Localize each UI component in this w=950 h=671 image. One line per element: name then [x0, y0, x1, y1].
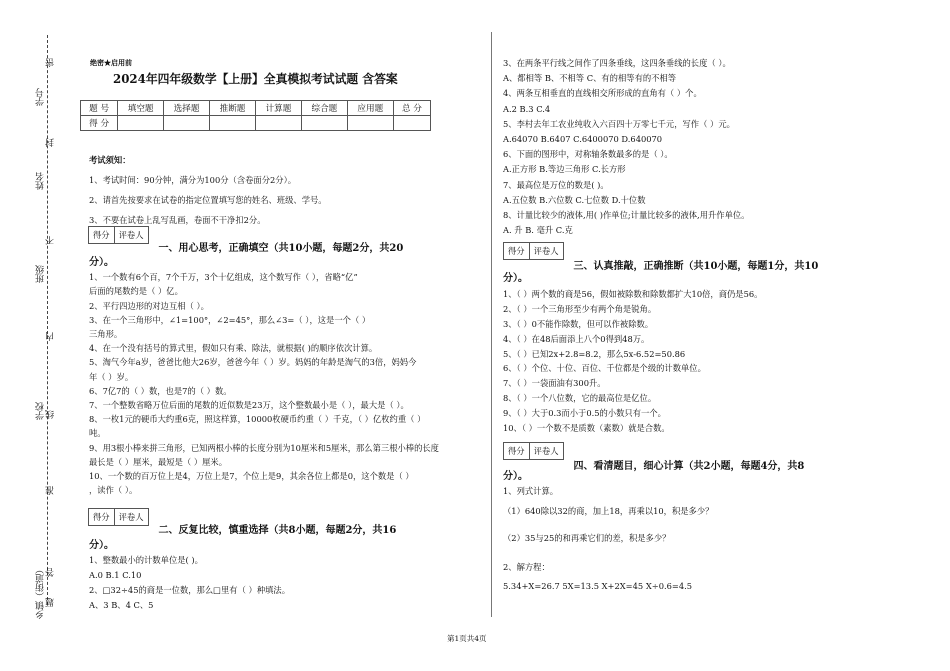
score-row-label: 得 分 [81, 116, 118, 131]
question-line: 1、（ ）两个数的商是56，假如被除数和除数都扩大10倍，商仍是56。 [503, 288, 763, 299]
question-line: 2、（ ）一个三角形至少有两个角是锐角。 [503, 303, 657, 314]
question-line: 4、在一个没有括号的算式里，假如只有乘、除法，就根据( )的顺序依次计算。 [89, 343, 378, 354]
section2-body-right [503, 56, 749, 238]
section3-title-cont: 分）。 [503, 273, 528, 284]
question-line: 5、李村去年工农业纯收入六百四十万零七千元，写作（ ）元。 [503, 118, 735, 129]
question-line: 8、（ ）一个八位数，它的最高位是亿位。 [503, 393, 657, 404]
binding-dashed-line [47, 35, 48, 605]
score-cell [118, 116, 164, 131]
binding-label-town: 乡镇（街道） [36, 565, 46, 619]
question-line: 5、淘气今年a岁，爸爸比他大26岁，爸爸今年（ ）岁。妈妈的年龄是淘气的3倍，妈妈今 [89, 357, 417, 368]
score-table-header: 综合题 [301, 101, 347, 116]
score-cell [210, 116, 256, 131]
score-table-header: 填空题 [118, 101, 164, 116]
binding-mark: 准 [46, 486, 56, 495]
question-line: A.0 B.1 C.10 [89, 570, 142, 580]
binding-label-school: 学校 [36, 402, 46, 420]
score-table-header-row [81, 101, 431, 116]
question-line: （2）35与25的和再乘它们的差，积是多少？ [503, 532, 671, 543]
score-cell [164, 116, 210, 131]
question-line: 三角形。 [89, 329, 123, 340]
grader-label: 评卷人 [118, 512, 144, 522]
section3-body [503, 272, 762, 436]
section4-body [503, 470, 713, 594]
scorer-box [503, 242, 564, 260]
question-line: 10、一个数的百万位上是4，万位上是7，个位上是9，其余各位上都是0，这个数是（ ） [89, 471, 414, 482]
grader-label: 评卷人 [533, 246, 559, 256]
scorer-label: 得分 [504, 243, 530, 259]
secret-label: 绝密★启用前 [90, 58, 132, 67]
question-line: （1）640除以32的商，加上18，再乘以10，积是多少？ [503, 505, 714, 516]
scorer-box [88, 508, 149, 526]
question-line: 1、整数最小的计数单位是( )。 [89, 555, 203, 565]
question-line: 8、一枚1元的硬币大约重6克，照这样算，10000枚硬币约重（ ）千克，（ ）亿枚约重（ ） [89, 414, 426, 425]
question-line: 1、列式计算。 [503, 486, 559, 497]
question-line: 3、在一个三角形中，∠1=100°，∠2=45°，那么∠3=（ ），这是一个（ ） [89, 314, 371, 325]
section4-title: 四、看清题目，细心计算（共2小题，每题4分，共8 [573, 461, 805, 472]
binding-mark: 答 [46, 568, 56, 577]
section2-title: 二、反复比较，慎重选择（共8小题，每题2分，共16 [158, 525, 397, 536]
notes-item: 2、请首先按要求在试卷的指定位置填写您的姓名、班级、学号。 [89, 195, 327, 205]
binding-mark: 封 [46, 138, 56, 147]
question-line: A、都相等 B、不相等 C、有的相等有的不相等 [503, 73, 677, 84]
question-line: 9、用3根小棒来拼三角形，已知两根小棒的长度分别为10厘米和5厘米，那么第三根小棒的长度 [89, 442, 439, 453]
question-line: 8、计量比较少的液体,用( )作单位;计量比较多的液体,用升作单位。 [503, 210, 750, 221]
score-table-header: 题 号 [81, 101, 118, 116]
question-line: 9、（ ）大于0.3而小于0.5的小数只有一个。 [503, 408, 666, 419]
question-line: 4、（ ）在48后面添上八个0得到48万。 [503, 333, 650, 344]
section1-body [89, 256, 439, 497]
section3-title: 三、认真推敲，正确推断（共10小题，每题1分，共10 [573, 261, 819, 272]
score-cell [393, 116, 430, 131]
question-line: 5、（ ）已知2x+2.8=8.2，那么5x-6.52=50.86 [503, 348, 686, 359]
binding-mark: 密 [46, 58, 56, 67]
section1-title-cont: 分）。 [89, 257, 114, 268]
score-table-header: 推断题 [210, 101, 256, 116]
question-line: 后面的尾数约是（ ）亿。 [89, 286, 183, 297]
binding-mark: 不 [46, 236, 56, 245]
score-table-row [81, 116, 431, 131]
question-line: 年（ ）岁。 [89, 371, 134, 382]
question-line: 2、平行四边形的对边互相（ ）。 [89, 300, 209, 311]
question-line: 7、一个整数省略万位后面的尾数的近似数是23万，这个整数最小是（ ），最大是（ ）。 [89, 400, 409, 411]
score-table-header: 应用题 [347, 101, 393, 116]
question-line: 6、（ ）个位、十位、百位、千位都是个级的计数单位。 [503, 363, 706, 374]
question-line: A.五位数 B.六位数 C.七位数 D.十位数 [503, 194, 646, 205]
section1-header [88, 226, 404, 254]
question-line: 3、在两条平行线之间作了四条垂线，这四条垂线的长度（ ）。 [503, 58, 731, 68]
scorer-box [88, 226, 149, 244]
score-cell [347, 116, 393, 131]
score-table-header: 计算题 [255, 101, 301, 116]
binding-label-name: 姓名 [36, 172, 46, 190]
question-line: 7、最高位是万位的数是( )。 [503, 179, 609, 190]
question-line: 6、7亿7的（ ）数，也是7的（ ）数。 [89, 385, 232, 396]
question-line: 6、下面的图形中，对称轴条数最多的是（ ）。 [503, 149, 673, 160]
question-line: A.2 B.3 C.4 [503, 103, 551, 114]
binding-mark: 线 [46, 410, 56, 419]
notes-item: 1、考试时间：90分钟，满分为100分（含卷面分2分）。 [89, 175, 297, 185]
question-line: 3、（ ）0不能作除数，但可以作被除数。 [503, 318, 654, 329]
grader-label: 评卷人 [118, 230, 144, 240]
question-line: ，读作（ ）。 [89, 485, 138, 496]
scorer-box [503, 442, 564, 460]
binding-label-class: 班级 [36, 265, 46, 283]
question-line: A、3 B、4 C、5 [89, 600, 154, 610]
binding-mark: 内 [46, 332, 56, 341]
section2-title-cont: 分）。 [89, 540, 114, 551]
scorer-label: 得分 [89, 509, 115, 525]
exam-notes [89, 150, 327, 230]
score-cell [255, 116, 301, 131]
score-table-header: 总 分 [393, 101, 430, 116]
scorer-label: 得分 [504, 443, 530, 459]
question-line: 吨。 [89, 428, 106, 439]
page-title: 2024年四年级数学【上册】全真模拟考试试题 含答案 [113, 72, 398, 86]
question-line: 最长是（ ）厘米，最短是（ ）厘米。 [89, 456, 228, 467]
question-line: A. 升 B. 毫升 C.克 [503, 225, 573, 236]
question-line: 4、两条互相垂直的直线相交所形成的直角有（ ）个。 [503, 88, 702, 99]
score-table [80, 100, 431, 131]
column-divider [491, 32, 492, 617]
question-line: 10、（ ）一个数不是质数（素数）就是合数。 [503, 423, 670, 434]
page-footer: 第1页共4页 [447, 634, 487, 643]
question-line: 2、□32÷45的商是一位数，那么□里有（ ）种填法。 [89, 585, 291, 595]
score-cell [301, 116, 347, 131]
notes-item: 3、不要在试卷上乱写乱画，卷面不干净扣2分。 [89, 215, 266, 225]
section1-title: 一、用心思考，正确填空（共10小题，每题2分，共20 [158, 243, 404, 254]
grader-label: 评卷人 [533, 446, 559, 456]
score-table-header: 选择题 [164, 101, 210, 116]
question-line: 7、（ ）一袋面油有300升。 [503, 378, 606, 389]
scorer-label: 得分 [89, 227, 115, 243]
question-line: 2、解方程： [503, 562, 550, 573]
section4-header [503, 442, 805, 472]
section4-title-cont: 分）。 [503, 471, 528, 482]
section3-header [503, 242, 819, 272]
question-line: 1、一个数有6个百，7个千万，3个十亿组成，这个数写作（ ），省略“亿” [89, 272, 358, 283]
question-line: A.64070 B.6407 C.6400070 D.640070 [503, 134, 663, 145]
notes-heading: 考试须知： [89, 155, 131, 165]
binding-mark: 题 [46, 598, 56, 607]
section2-body-left [89, 538, 290, 613]
question-line: 5.34+X=26.7 5X=13.5 X+2X=45 X÷0.6=4.5 [503, 581, 693, 592]
binding-label-student-id: 学号 [36, 88, 46, 106]
question-line: A.正方形 B.等边三角形 C.长方形 [503, 164, 626, 175]
section2-header [88, 508, 397, 536]
